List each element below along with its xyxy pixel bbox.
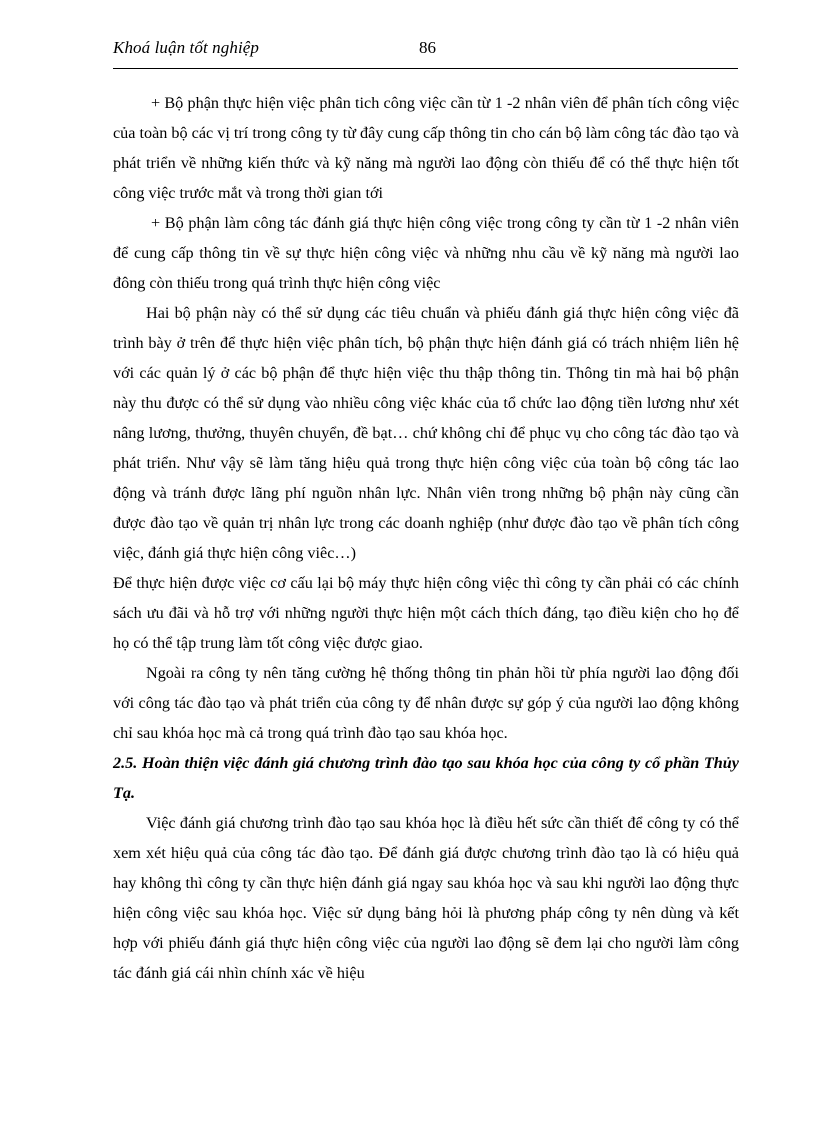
header-title: Khoá luận tốt nghiệp <box>113 38 260 57</box>
page-body <box>113 88 739 988</box>
section-heading: 2.5. Hoàn thiện việc đánh giá chương trình đào tạo sau khóa học của công ty cổ phần Thủy Tạ. <box>113 754 739 802</box>
page-number: 86 <box>419 38 436 57</box>
paragraph-evaluation-department: + Bộ phận làm công tác đánh giá thực hiện công việc trong công ty cần từ 1 -2 nhân viên để cung cấp thông tin về sự thực hiện công việc và những nhu cầu về kỹ năng mà người lao đông còn thiếu trong quá trình thực hiện công việc <box>113 214 739 292</box>
page-header <box>113 38 738 69</box>
paragraph-analysis-department: + Bộ phận thực hiện việc phân tich công việc cần từ 1 -2 nhân viên để phân tích công việc của toàn bộ các vị trí trong công ty từ đây cung cấp thông tin cho cán bộ làm công tác đào tạo và phát triển về những kiến thức và kỹ năng mà người lao động còn thiếu để có thể thực hiện tốt công việc trước mắt và trong thời gian tới <box>113 94 739 202</box>
paragraph-two-departments: Hai bộ phận này có thể sử dụng các tiêu chuẩn và phiếu đánh giá thực hiện công việc đã trình bày ở trên để thực hiện việc phân tích, bộ phận thực hiện đánh giá có trách nhiệm liên hệ với các quản lý ở các bộ phận để thực hiện việc thu thập thông tin. Thông tin mà hai bộ phận này thu được có thể sử dụng vào nhiều công việc khác của tổ chức lao động tiền lương như xét nâng lương, thưởng, thuyên chuyển, đề bạt… chứ không chỉ để phục vụ cho công tác đào tạo và phát triển. Như vậy sẽ làm tăng hiệu quả trong thực hiện công việc của toàn bộ công tác lao động và tránh được lãng phí nguồn nhân lực. Nhân viên trong những bộ phận này cũng cần được đào tạo về quản trị nhân lực trong các doanh nghiệp (như được đào tạo về phân tích công việc, đánh giá thực hiện công viêc…) <box>113 304 739 562</box>
paragraph-evaluation-program: Việc đánh giá chương trình đào tạo sau khóa học là điều hết sức cần thiết để công ty có thể xem xét hiệu quả của công tác đào tạo. Để đánh giá được chương trình đào tạo là có hiệu quả hay không thì công ty cần thực hiện đánh giá ngay sau khóa học và sau khi người lao động thực hiện công việc sau khóa học. Việc sử dụng bảng hỏi là phương pháp công ty nên dùng và kết hợp với phiếu đánh giá thực hiện công việc của người lao động sẽ đem lại cho người làm công tác đánh giá cái nhìn chính xác về hiệu <box>113 814 739 982</box>
paragraph-restructure: Để thực hiện được việc cơ cấu lại bộ máy thực hiện công việc thì công ty cần phải có các chính sách ưu đãi và hỗ trợ với những người thực hiện một cách thích đáng, tạo điều kiện cho họ để họ có thể tập trung làm tốt công việc được giao. <box>113 574 739 652</box>
paragraph-feedback: Ngoài ra công ty nên tăng cường hệ thống thông tin phản hồi từ phía người lao động đối với công tác đào tạo và phát triển của công ty để nhân được sự góp ý của người lao động không chỉ sau khóa học mà cả trong quá trình đào tạo sau khóa học. <box>113 664 739 742</box>
